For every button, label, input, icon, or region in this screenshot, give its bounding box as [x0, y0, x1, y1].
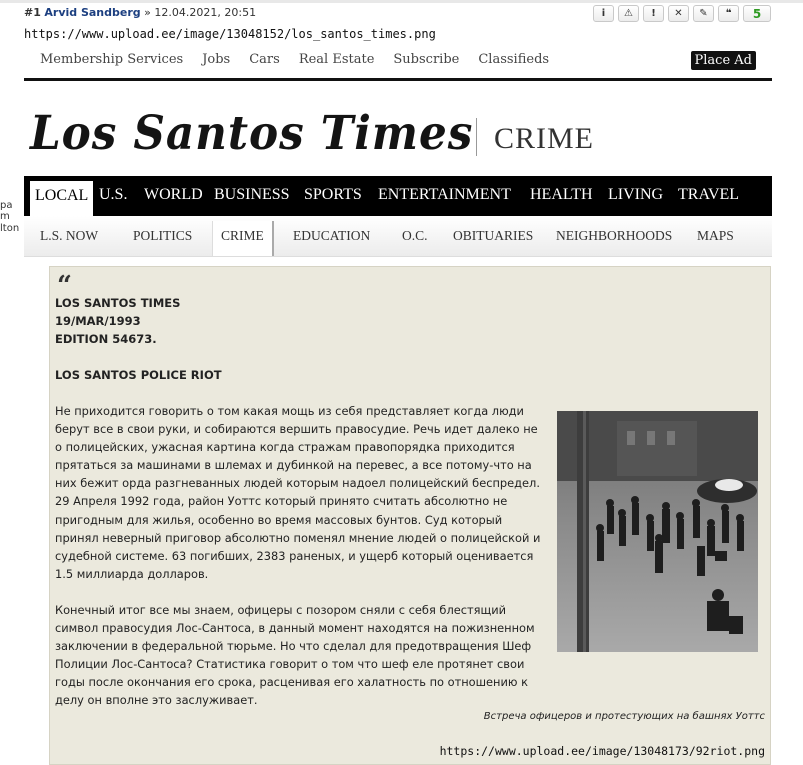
post-url-link[interactable]: https://www.upload.ee/image/13048152/los_santos_times.png	[24, 27, 436, 41]
nav-classifieds[interactable]: Classifieds	[478, 52, 550, 67]
delete-button[interactable]: ✕	[668, 5, 689, 22]
header-paper-name: LOS SANTOS TIMES	[55, 296, 181, 310]
header-edition: EDITION 54673.	[55, 332, 157, 346]
edit-button[interactable]: ✎	[693, 5, 714, 22]
article-paragraph: Конечный итог все мы знаем, офицеры с позором сняли с себя блестящий символ правосудия Лос-Сантоса, в данный момент находятся на пожизненном заключении в федеральной тюрьме. Но что сделал для предотвращения Шеф Полиции Лос-Сантоса? Статистика говорит о том что шеф еле протянет свои годы после окончания его срока, расценивая его халатность по отношению к делу он вполне это заслуживает.	[55, 602, 535, 708]
nav-subscribe[interactable]: Subscribe	[393, 52, 460, 67]
section-title: CRIME	[494, 122, 595, 155]
main-nav-business[interactable]: BUSINESS	[214, 186, 290, 203]
article-title: LOS SANTOS POLICE RIOT	[55, 368, 222, 382]
side-fragment-3: lton	[0, 223, 20, 234]
photo-caption: Встреча офицеров и протестующих на башнях Уоттс	[483, 711, 765, 722]
quote-button[interactable]: ❝	[718, 5, 739, 22]
main-nav-living[interactable]: LIVING	[608, 186, 664, 203]
main-nav-health[interactable]: HEALTH	[530, 186, 593, 203]
newspaper-top-nav	[40, 52, 568, 67]
quote-mark-icon: “	[57, 271, 72, 301]
score-badge[interactable]: 5	[743, 5, 771, 22]
sub-nav-politics[interactable]: POLITICS	[133, 228, 193, 243]
quote-block	[49, 266, 771, 765]
main-nav-world[interactable]: WORLD	[144, 186, 203, 203]
sub-nav-obituaries[interactable]: OBITUARIES	[453, 228, 534, 243]
newspaper-masthead: Los Santos Times	[30, 106, 474, 161]
sub-nav-oc[interactable]: O.C.	[402, 228, 428, 243]
main-nav	[24, 176, 772, 216]
post-separator: »	[140, 6, 155, 19]
article-body	[55, 402, 547, 728]
post-number[interactable]: #1	[24, 6, 41, 19]
report-button[interactable]: ⚠	[618, 5, 639, 22]
main-nav-us[interactable]: U.S.	[99, 186, 128, 203]
newspaper-image	[24, 46, 772, 261]
header-date: 19/MAR/1993	[55, 314, 141, 328]
post-header	[24, 6, 256, 19]
post-author[interactable]: Arvid Sandberg	[44, 6, 141, 19]
sub-nav-ls-now[interactable]: L.S. NOW	[40, 228, 99, 243]
post-datetime: 12.04.2021, 20:51	[154, 6, 257, 19]
post-actions	[593, 5, 771, 22]
nav-real-estate[interactable]: Real Estate	[298, 52, 375, 67]
article-paragraph: Не приходится говорить о том какая мощь из себя представляет когда люди берут все в свои руки, и собираются вершить правосудие. Речь идет далеко не о полицейских, ужасная картина когда стражам правопорядка приходится прятаться за машинами в шлемах и дубинкой на перевес, а все потому-что на них бежит орда разгневанных людей которым надоел полицейский беспредел. 29 Апреля 1992 года, район Уоттс который принято считать абсолютно не пригодным для жилья, особенно во время массовых бунтов. Суд который принял неверный приговор абсолютно поменял мнение людей о полицейской и судебной системе. 63 погибших, 2383 раненых, и ущерб который оценивается 1.5 миллиарда долларов.	[55, 404, 541, 581]
image-url-link[interactable]: https://www.upload.ee/image/13048173/92riot.png	[439, 744, 765, 758]
quote-header	[55, 294, 180, 348]
masthead-rule	[24, 78, 772, 81]
main-nav-sports[interactable]: SPORTS	[304, 186, 362, 203]
riot-photo[interactable]	[557, 411, 758, 652]
side-fragment-2: m	[0, 211, 10, 222]
masthead-divider	[476, 118, 477, 156]
riot-photo-graphic	[557, 411, 758, 652]
top-border	[0, 0, 803, 3]
sub-nav-crime[interactable]: CRIME	[212, 221, 274, 256]
info-button[interactable]: i	[593, 5, 614, 22]
main-nav-travel[interactable]: TRAVEL	[678, 186, 740, 203]
main-nav-entertainment[interactable]: ENTERTAINMENT	[378, 186, 511, 203]
nav-jobs[interactable]: Jobs	[202, 52, 231, 67]
nav-membership-services[interactable]: Membership Services	[40, 52, 184, 67]
sub-nav-maps[interactable]: MAPS	[697, 228, 734, 243]
sub-nav-neighborhoods[interactable]: NEIGHBORHOODS	[556, 228, 673, 243]
sub-nav-education[interactable]: EDUCATION	[293, 228, 371, 243]
sub-nav	[24, 216, 772, 257]
place-ad-button[interactable]: Place Ad	[691, 51, 756, 70]
side-fragment-1: pa	[0, 200, 13, 211]
main-nav-local[interactable]: LOCAL	[30, 181, 93, 216]
warn-button[interactable]: !	[643, 5, 664, 22]
nav-cars[interactable]: Cars	[249, 52, 280, 67]
